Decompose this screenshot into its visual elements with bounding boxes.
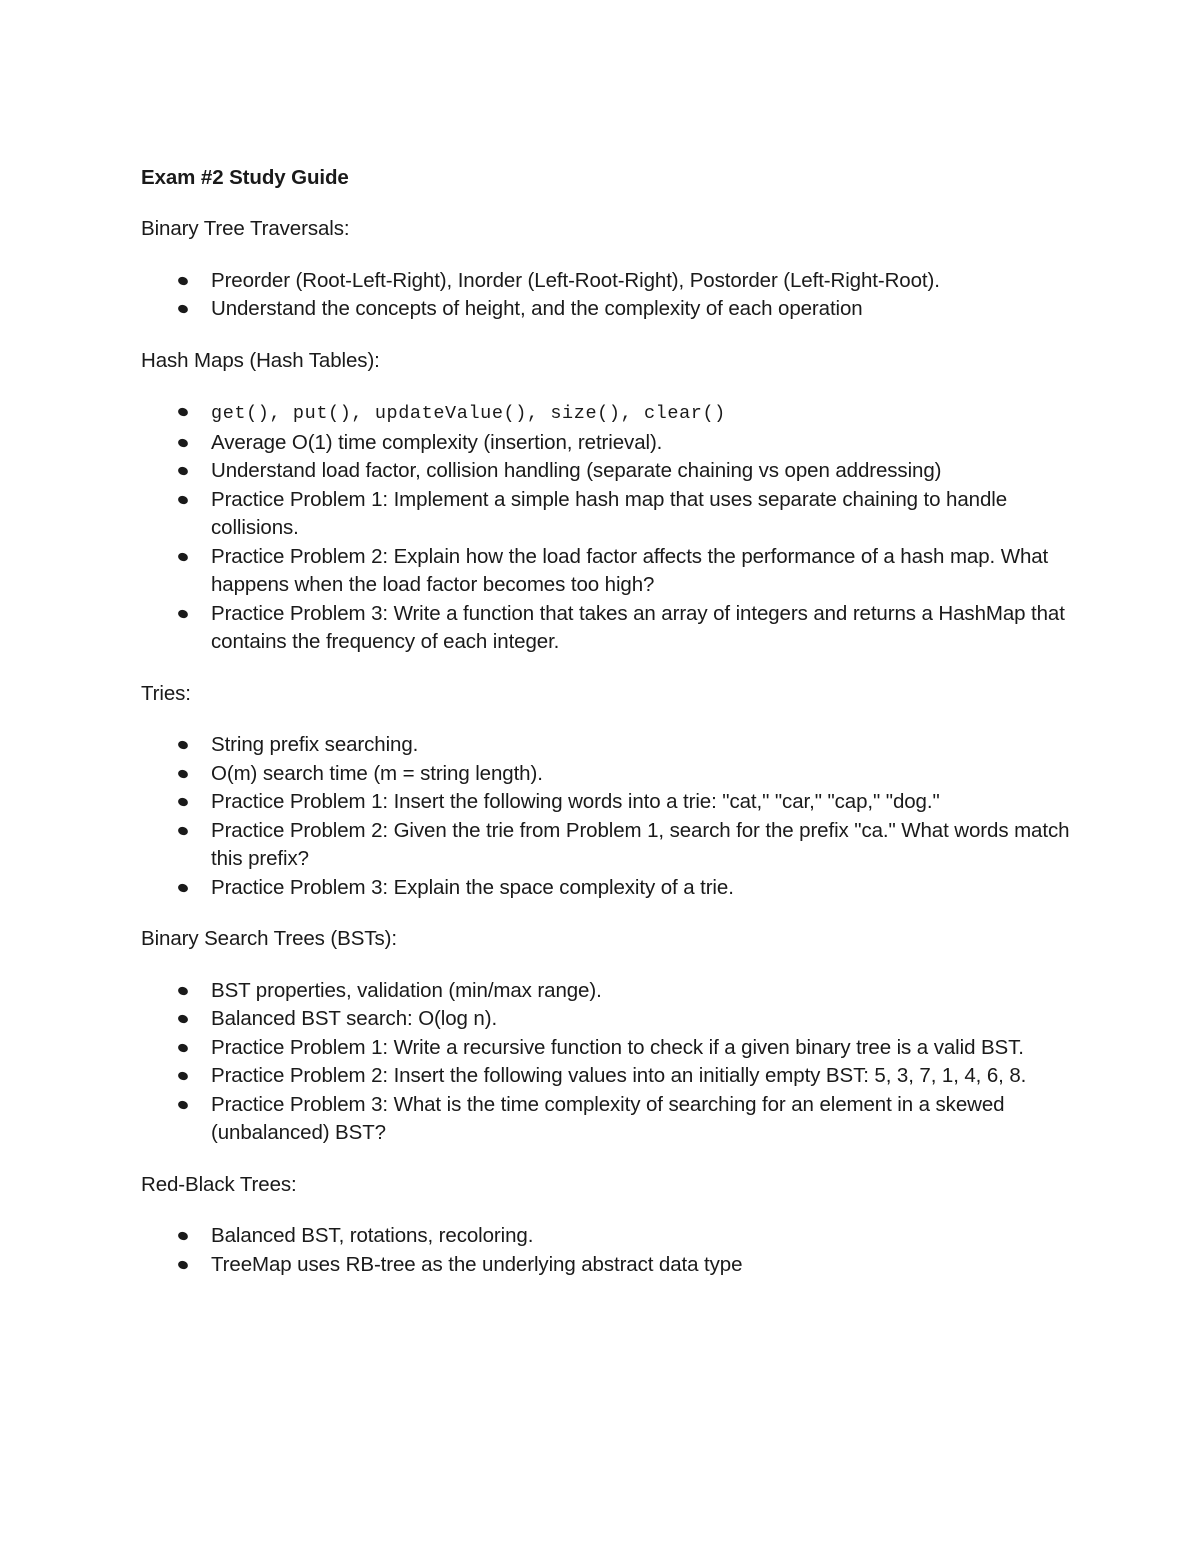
list-item: [141, 874, 1071, 903]
code-methods-text: get(), put(), updateValue(), size(), clear(): [211, 403, 726, 424]
bullet-list: [141, 1222, 1071, 1279]
section-hash-maps: [141, 347, 1071, 657]
bullet-icon: [177, 608, 189, 619]
list-item: [141, 398, 1071, 429]
list-item-text: String prefix searching.: [211, 733, 419, 756]
list-item: [141, 977, 1071, 1006]
bullet-icon: [177, 1071, 189, 1082]
bullet-list: [141, 267, 1071, 324]
list-item-text: TreeMap uses RB-tree as the underlying abstract data type: [211, 1252, 743, 1276]
bullet-list: [141, 977, 1071, 1148]
bullet-list: [141, 398, 1071, 657]
bullet-icon: [177, 304, 189, 315]
bullet-icon: [177, 275, 189, 286]
bullet-icon: [177, 985, 189, 996]
list-item: [141, 1222, 1071, 1251]
section-heading: Binary Search Trees (BSTs):: [141, 927, 397, 950]
list-item: [141, 1005, 1071, 1034]
bullet-icon: [177, 1231, 189, 1242]
list-item: [141, 600, 1071, 657]
list-item-text: Practice Problem 3: Explain the space complexity of a trie.: [211, 875, 734, 899]
bullet-icon: [177, 551, 189, 562]
document-title: Exam #2 Study Guide: [141, 166, 349, 189]
list-item-text: BST properties, validation (min/max range).: [211, 978, 602, 1002]
list-item: [141, 486, 1071, 543]
list-item: [141, 295, 1071, 324]
list-item: [141, 1034, 1071, 1063]
list-item: [141, 817, 1071, 874]
list-item-text: Practice Problem 3: What is the time complexity of searching for an element in a skewed (unbalanced) BST?: [211, 1092, 1005, 1144]
list-item-text: Preorder (Root-Left-Right), Inorder (Left-Root-Right), Postorder (Left-Right-Root).: [211, 268, 940, 292]
list-item-text: Balanced BST, rotations, recoloring.: [211, 1224, 534, 1247]
list-item: [141, 1062, 1071, 1091]
bullet-icon: [177, 1042, 189, 1053]
list-item-text: Practice Problem 2: Explain how the load factor affects the performance of a hash map. What happens when the load factor becomes too high?: [211, 544, 1049, 596]
list-item: [141, 1251, 1071, 1280]
section-heading: Hash Maps (Hash Tables):: [141, 348, 380, 372]
bullet-icon: [177, 825, 189, 836]
list-item-text: O(m) search time (m = string length).: [211, 761, 543, 785]
section-heading: Binary Tree Traversals:: [141, 217, 350, 240]
list-item-text: Understand the concepts of height, and the complexity of each operation: [211, 297, 863, 320]
section-tries: [141, 680, 1071, 903]
list-item-text: Understand load factor, collision handling (separate chaining vs open addressing): [211, 459, 942, 482]
list-item-text: Balanced BST search: O(log n).: [211, 1007, 498, 1030]
list-item-text: Practice Problem 1: Insert the following words into a trie: "cat," "car," "cap," "dog.": [211, 790, 940, 813]
bullet-icon: [177, 407, 189, 418]
list-item: [141, 457, 1071, 486]
list-item: [141, 788, 1071, 817]
bullet-list: [141, 731, 1071, 902]
list-item-text: Average O(1) time complexity (insertion, retrieval).: [211, 430, 663, 454]
bullet-icon: [177, 740, 189, 751]
section-binary-search-trees: [141, 925, 1071, 1148]
list-item: [141, 760, 1071, 789]
section-heading: Tries:: [141, 681, 191, 705]
list-item: [141, 429, 1071, 458]
section-heading: Red-Black Trees:: [141, 1172, 297, 1196]
bullet-icon: [177, 494, 189, 505]
bullet-icon: [177, 466, 189, 477]
list-item: [141, 1091, 1071, 1148]
section-binary-tree-traversals: [141, 215, 1071, 324]
list-item-text: Practice Problem 2: Given the trie from Problem 1, search for the prefix "ca." What words match this prefix?: [211, 818, 1070, 870]
section-red-black-trees: [141, 1171, 1071, 1280]
list-item-text: Practice Problem 3: Write a function that takes an array of integers and returns a HashMap that contains the frequency of each integer.: [211, 601, 1065, 653]
bullet-icon: [177, 768, 189, 779]
bullet-icon: [177, 1259, 189, 1270]
document-page: [141, 163, 1071, 1279]
bullet-icon: [177, 882, 189, 893]
bullet-icon: [177, 797, 189, 808]
bullet-icon: [177, 1099, 189, 1110]
bullet-icon: [177, 1014, 189, 1025]
list-item-text: Practice Problem 1: Implement a simple hash map that uses separate chaining to handle collisions.: [211, 487, 1007, 539]
list-item-text: Practice Problem 1: Write a recursive function to check if a given binary tree is a valid BST.: [211, 1035, 1024, 1059]
list-item: [141, 731, 1071, 760]
list-item-text: Practice Problem 2: Insert the following values into an initially empty BST: 5, 3, 7, 1, 4, 6, 8.: [211, 1064, 1027, 1087]
list-item: [141, 267, 1071, 296]
list-item: [141, 543, 1071, 600]
bullet-icon: [177, 437, 189, 448]
